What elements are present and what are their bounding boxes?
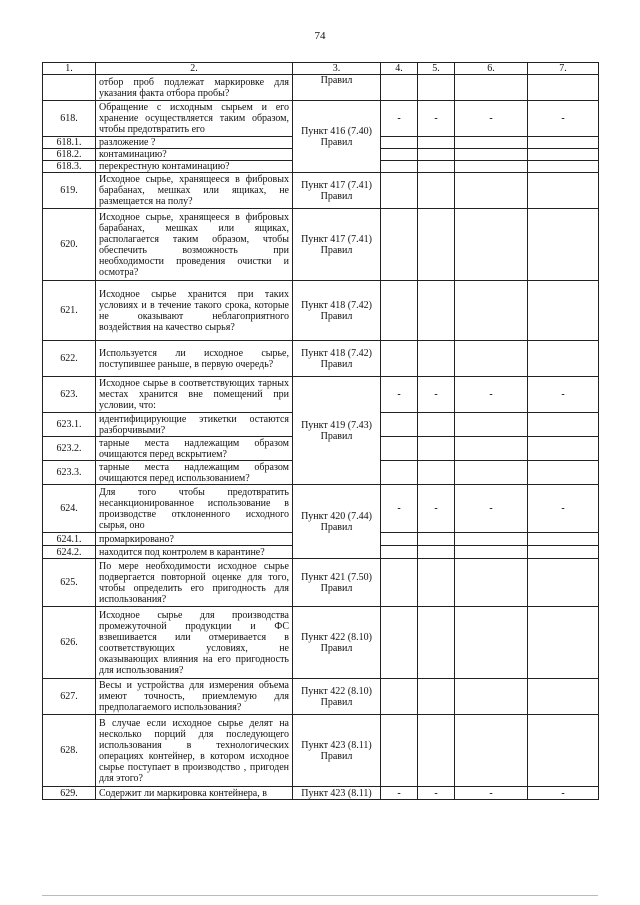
- mark-cell: [455, 559, 528, 607]
- checklist-table: [42, 62, 599, 800]
- mark-cell: [528, 559, 599, 607]
- mark-cell: -: [455, 485, 528, 533]
- mark-cell: [528, 533, 599, 546]
- mark-cell: [381, 559, 418, 607]
- requirement-text: Исходное сырье в соответствующих тарных местах хранится вне помещений при условии, что:: [96, 377, 293, 413]
- mark-cell: [455, 437, 528, 461]
- mark-cell: [455, 161, 528, 173]
- requirement-text: Обращение с исходным сырьем и его хранение осуществляется таким образом, чтобы предотвратить его: [96, 101, 293, 137]
- mark-cell: -: [381, 101, 418, 137]
- table-row: [43, 715, 599, 787]
- requirement-text: идентифицирующие этикетки остаются разборчивыми?: [96, 413, 293, 437]
- mark-cell: [381, 209, 418, 281]
- row-number: 627.: [43, 679, 96, 715]
- mark-cell: [528, 161, 599, 173]
- table-row: [43, 75, 599, 101]
- requirement-text: Содержит ли маркировка контейнера, в: [96, 787, 293, 800]
- rule-reference: Пункт 418 (7.42) Правил: [293, 281, 381, 341]
- requirement-text: промаркировано?: [96, 533, 293, 546]
- row-number: 618.2.: [43, 149, 96, 161]
- mark-cell: [528, 209, 599, 281]
- rule-reference: Пункт 422 (8.10) Правил: [293, 607, 381, 679]
- rule-reference: Пункт 416 (7.40) Правил: [293, 101, 381, 173]
- mark-cell: [418, 281, 455, 341]
- row-number: 621.: [43, 281, 96, 341]
- mark-cell: -: [528, 485, 599, 533]
- mark-cell: [381, 413, 418, 437]
- mark-cell: [455, 715, 528, 787]
- mark-cell: [528, 607, 599, 679]
- mark-cell: -: [381, 787, 418, 800]
- mark-cell: -: [418, 485, 455, 533]
- mark-cell: [455, 75, 528, 101]
- requirement-text: Исходное сырье, хранящееся в фибровых барабанах, мешках или ящиках, не размещается на полу?: [96, 173, 293, 209]
- table-row: [43, 377, 599, 413]
- mark-cell: [418, 715, 455, 787]
- table-row: [43, 485, 599, 533]
- requirement-text: Используется ли исходное сырье, поступившее раньше, в первую очередь?: [96, 341, 293, 377]
- row-number: 625.: [43, 559, 96, 607]
- requirement-text: Исходное сырье, хранящееся в фибровых барабанах, мешках или ящиках, располагается таким образом, чтобы обеспечить возможность при необходимости проведения очистки и осмотра?: [96, 209, 293, 281]
- row-number: 620.: [43, 209, 96, 281]
- rule-reference: Пункт 417 (7.41) Правил: [293, 173, 381, 209]
- mark-cell: [381, 607, 418, 679]
- row-number: 619.: [43, 173, 96, 209]
- column-header: 5.: [418, 63, 455, 75]
- column-header: 3.: [293, 63, 381, 75]
- rule-reference: Пункт 419 (7.43) Правил: [293, 377, 381, 485]
- requirement-text: тарные места надлежащим образом очищаются перед вскрытием?: [96, 437, 293, 461]
- table-row: [43, 559, 599, 607]
- mark-cell: [455, 209, 528, 281]
- mark-cell: [455, 149, 528, 161]
- mark-cell: -: [455, 101, 528, 137]
- mark-cell: -: [528, 377, 599, 413]
- mark-cell: [418, 679, 455, 715]
- table-row: [43, 679, 599, 715]
- row-number: 618.1.: [43, 137, 96, 149]
- mark-cell: [528, 679, 599, 715]
- requirement-text: отбор проб подлежат маркировке для указания факта отбора пробы?: [96, 75, 293, 101]
- mark-cell: -: [418, 787, 455, 800]
- requirement-text: Весы и устройства для измерения объема имеют точность, приемлемую для предполагаемого использования?: [96, 679, 293, 715]
- mark-cell: [418, 461, 455, 485]
- mark-cell: [455, 281, 528, 341]
- mark-cell: [528, 437, 599, 461]
- mark-cell: [528, 173, 599, 209]
- mark-cell: [418, 149, 455, 161]
- mark-cell: -: [528, 101, 599, 137]
- mark-cell: [381, 461, 418, 485]
- rule-reference: Пункт 423 (8.11): [293, 787, 381, 800]
- mark-cell: [455, 173, 528, 209]
- requirement-text: Для того чтобы предотвратить несанкционированное использование в производстве отклоненного исходного сырья, оно: [96, 485, 293, 533]
- page-bottom-divider: [42, 895, 598, 896]
- table-row: [43, 281, 599, 341]
- column-header: 1.: [43, 63, 96, 75]
- mark-cell: [528, 461, 599, 485]
- mark-cell: -: [455, 377, 528, 413]
- row-number: 623.2.: [43, 437, 96, 461]
- row-number: [43, 75, 96, 101]
- row-number: 623.3.: [43, 461, 96, 485]
- requirement-text: тарные места надлежащим образом очищаются перед использованием?: [96, 461, 293, 485]
- row-number: 618.3.: [43, 161, 96, 173]
- row-number: 622.: [43, 341, 96, 377]
- table-row: [43, 101, 599, 137]
- mark-cell: -: [381, 485, 418, 533]
- column-header: 4.: [381, 63, 418, 75]
- mark-cell: -: [381, 377, 418, 413]
- mark-cell: -: [455, 787, 528, 800]
- table-row: [43, 607, 599, 679]
- mark-cell: [528, 546, 599, 559]
- requirement-text: находится под контролем в карантине?: [96, 546, 293, 559]
- mark-cell: [381, 546, 418, 559]
- mark-cell: -: [418, 101, 455, 137]
- requirement-text: Исходное сырье для производства промежуточной продукции и ФС взвешивается или отмеривается в соответствующих условиях, не оказывающих влияния на его пригодность для использования?: [96, 607, 293, 679]
- mark-cell: [418, 161, 455, 173]
- mark-cell: [381, 437, 418, 461]
- requirement-text: В случае если исходное сырье делят на несколько порций для последующего использования в технологических операциях контейнер, в котором исходное сырье поступает в производство , пригоден для этого?: [96, 715, 293, 787]
- column-header: 6.: [455, 63, 528, 75]
- mark-cell: [418, 137, 455, 149]
- column-header: 7.: [528, 63, 599, 75]
- mark-cell: [455, 546, 528, 559]
- rule-reference: Пункт 422 (8.10) Правил: [293, 679, 381, 715]
- mark-cell: [418, 173, 455, 209]
- mark-cell: [528, 75, 599, 101]
- mark-cell: [381, 137, 418, 149]
- row-number: 624.: [43, 485, 96, 533]
- mark-cell: [528, 715, 599, 787]
- row-number: 624.1.: [43, 533, 96, 546]
- mark-cell: [418, 413, 455, 437]
- mark-cell: [418, 341, 455, 377]
- mark-cell: [381, 149, 418, 161]
- table-row: [43, 787, 599, 800]
- mark-cell: [455, 413, 528, 437]
- row-number: 628.: [43, 715, 96, 787]
- table-row: [43, 173, 599, 209]
- mark-cell: [418, 607, 455, 679]
- mark-cell: -: [528, 787, 599, 800]
- mark-cell: [381, 161, 418, 173]
- mark-cell: [381, 715, 418, 787]
- mark-cell: [381, 75, 418, 101]
- mark-cell: [528, 137, 599, 149]
- mark-cell: [381, 341, 418, 377]
- mark-cell: [418, 75, 455, 101]
- mark-cell: [455, 341, 528, 377]
- mark-cell: [418, 437, 455, 461]
- row-number: 618.: [43, 101, 96, 137]
- mark-cell: [418, 546, 455, 559]
- mark-cell: [381, 679, 418, 715]
- row-number: 626.: [43, 607, 96, 679]
- mark-cell: [528, 149, 599, 161]
- requirement-text: перекрестную контаминацию?: [96, 161, 293, 173]
- requirement-text: По мере необходимости исходное сырье подвергается повторной оценке для того, чтобы определить его пригодность для использования?: [96, 559, 293, 607]
- table-row: [43, 341, 599, 377]
- mark-cell: [381, 281, 418, 341]
- row-number: 624.2.: [43, 546, 96, 559]
- rule-reference: Пункт 420 (7.44) Правил: [293, 485, 381, 559]
- mark-cell: [528, 413, 599, 437]
- rule-reference: Пункт 417 (7.41) Правил: [293, 209, 381, 281]
- page-number: 74: [314, 30, 326, 42]
- requirement-text: Исходное сырье хранится при таких условиях и в течение такого срока, которые не оказывают неблагоприятного воздействия на качество сырья?: [96, 281, 293, 341]
- mark-cell: -: [418, 377, 455, 413]
- row-number: 623.: [43, 377, 96, 413]
- table-row: [43, 209, 599, 281]
- mark-cell: [418, 533, 455, 546]
- row-number: 623.1.: [43, 413, 96, 437]
- mark-cell: [455, 533, 528, 546]
- mark-cell: [455, 679, 528, 715]
- mark-cell: [381, 173, 418, 209]
- mark-cell: [418, 559, 455, 607]
- mark-cell: [528, 281, 599, 341]
- rule-reference: Пункт 418 (7.42) Правил: [293, 341, 381, 377]
- requirement-text: контаминацию?: [96, 149, 293, 161]
- mark-cell: [381, 533, 418, 546]
- header-row: [43, 63, 599, 75]
- mark-cell: [528, 341, 599, 377]
- rule-reference: Пункт 421 (7.50) Правил: [293, 559, 381, 607]
- rule-reference: Пункт 423 (8.11) Правил: [293, 715, 381, 787]
- mark-cell: [455, 137, 528, 149]
- mark-cell: [455, 461, 528, 485]
- mark-cell: [418, 209, 455, 281]
- column-header: 2.: [96, 63, 293, 75]
- rule-reference: Правил: [293, 75, 381, 101]
- mark-cell: [455, 607, 528, 679]
- row-number: 629.: [43, 787, 96, 800]
- requirement-text: разложение ?: [96, 137, 293, 149]
